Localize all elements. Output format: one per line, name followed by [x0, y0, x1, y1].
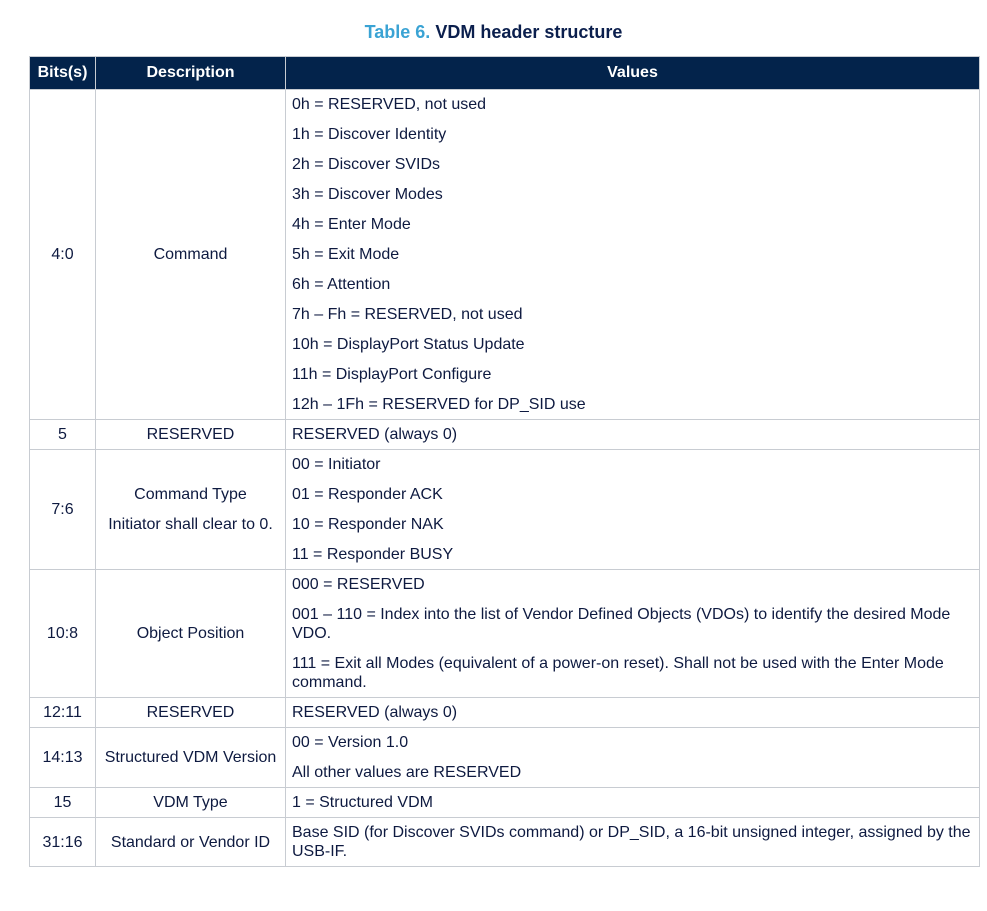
values-cell [286, 788, 980, 818]
bits-cell: 15 [30, 788, 96, 818]
value-line: 111 = Exit all Modes (equivalent of a power-on reset). Shall not be used with the Enter Mode command. [292, 655, 944, 691]
bits-cell: 10:8 [30, 570, 96, 698]
value-line: 11h = DisplayPort Configure [292, 366, 492, 383]
description-line: Structured VDM Version [104, 749, 277, 766]
value-line: 10 = Responder NAK [292, 516, 444, 533]
value-line: 1 = Structured VDM [292, 794, 433, 811]
values-cell [286, 90, 980, 420]
header-bits: Bits(s) [30, 57, 96, 90]
value-line: All other values are RESERVED [292, 764, 522, 781]
description-line: Standard or Vendor ID [110, 833, 271, 851]
value-line: RESERVED (always 0) [292, 704, 458, 721]
vdm-header-table [29, 56, 980, 867]
bits-cell: 12:11 [30, 698, 96, 728]
table-row [30, 698, 980, 728]
value-line: 5h = Exit Mode [292, 246, 400, 263]
value-line: 3h = Discover Modes [292, 186, 443, 203]
table-row [30, 90, 980, 420]
table-body [30, 90, 980, 867]
table-row [30, 788, 980, 818]
description-line: RESERVED [146, 426, 235, 443]
values-cell [286, 728, 980, 788]
table-number: Table 6. [364, 22, 431, 42]
header-values: Values [286, 57, 980, 90]
table-row [30, 728, 980, 788]
bits-cell: 5 [30, 420, 96, 450]
description-cell [96, 90, 286, 420]
bits-cell: 31:16 [30, 818, 96, 867]
values-cell [286, 698, 980, 728]
value-line: 4h = Enter Mode [292, 216, 411, 233]
description-cell [96, 420, 286, 450]
values-cell [286, 450, 980, 570]
description-cell [96, 450, 286, 570]
value-line: 00 = Initiator [292, 456, 381, 473]
table-row [30, 450, 980, 570]
description-cell [96, 570, 286, 698]
table-title: VDM header structure [435, 22, 623, 42]
description-line: VDM Type [153, 794, 228, 811]
description-line: Object Position [136, 625, 245, 642]
description-cell [96, 818, 286, 867]
values-cell [286, 818, 980, 867]
value-line: 6h = Attention [292, 276, 391, 293]
description-line: Command Type [134, 486, 247, 503]
table-header-row [30, 57, 980, 90]
description-line: RESERVED [146, 704, 235, 721]
values-cell [286, 570, 980, 698]
value-line: 0h = RESERVED, not used [292, 96, 487, 113]
value-line: 001 – 110 = Index into the list of Vendor Defined Objects (VDOs) to identify the desired Mode VDO. [292, 606, 951, 642]
description-cell [96, 728, 286, 788]
table-caption [0, 22, 987, 43]
bits-cell: 4:0 [30, 90, 96, 420]
value-line: 00 = Version 1.0 [292, 734, 409, 751]
value-line: 12h – 1Fh = RESERVED for DP_SID use [292, 396, 586, 413]
value-line: 7h – Fh = RESERVED, not used [292, 306, 523, 323]
table-row [30, 818, 980, 867]
values-cell [286, 420, 980, 450]
value-line: 11 = Responder BUSY [292, 546, 454, 563]
bits-cell: 7:6 [30, 450, 96, 570]
description-line: Command [153, 246, 228, 263]
value-line: RESERVED (always 0) [292, 426, 458, 443]
value-line: 2h = Discover SVIDs [292, 156, 441, 173]
value-line: Base SID (for Discover SVIDs command) or DP_SID, a 16-bit unsigned integer, assigned by the USB-IF. [292, 824, 971, 860]
value-line: 10h = DisplayPort Status Update [292, 336, 525, 353]
table-row [30, 420, 980, 450]
value-line: 01 = Responder ACK [292, 486, 443, 503]
description-cell [96, 788, 286, 818]
bits-cell: 14:13 [30, 728, 96, 788]
description-line: Initiator shall clear to 0. [108, 516, 273, 533]
table-row [30, 570, 980, 698]
value-line: 000 = RESERVED [292, 576, 425, 593]
value-line: 1h = Discover Identity [292, 126, 447, 143]
description-cell [96, 698, 286, 728]
header-description: Description [96, 57, 286, 90]
